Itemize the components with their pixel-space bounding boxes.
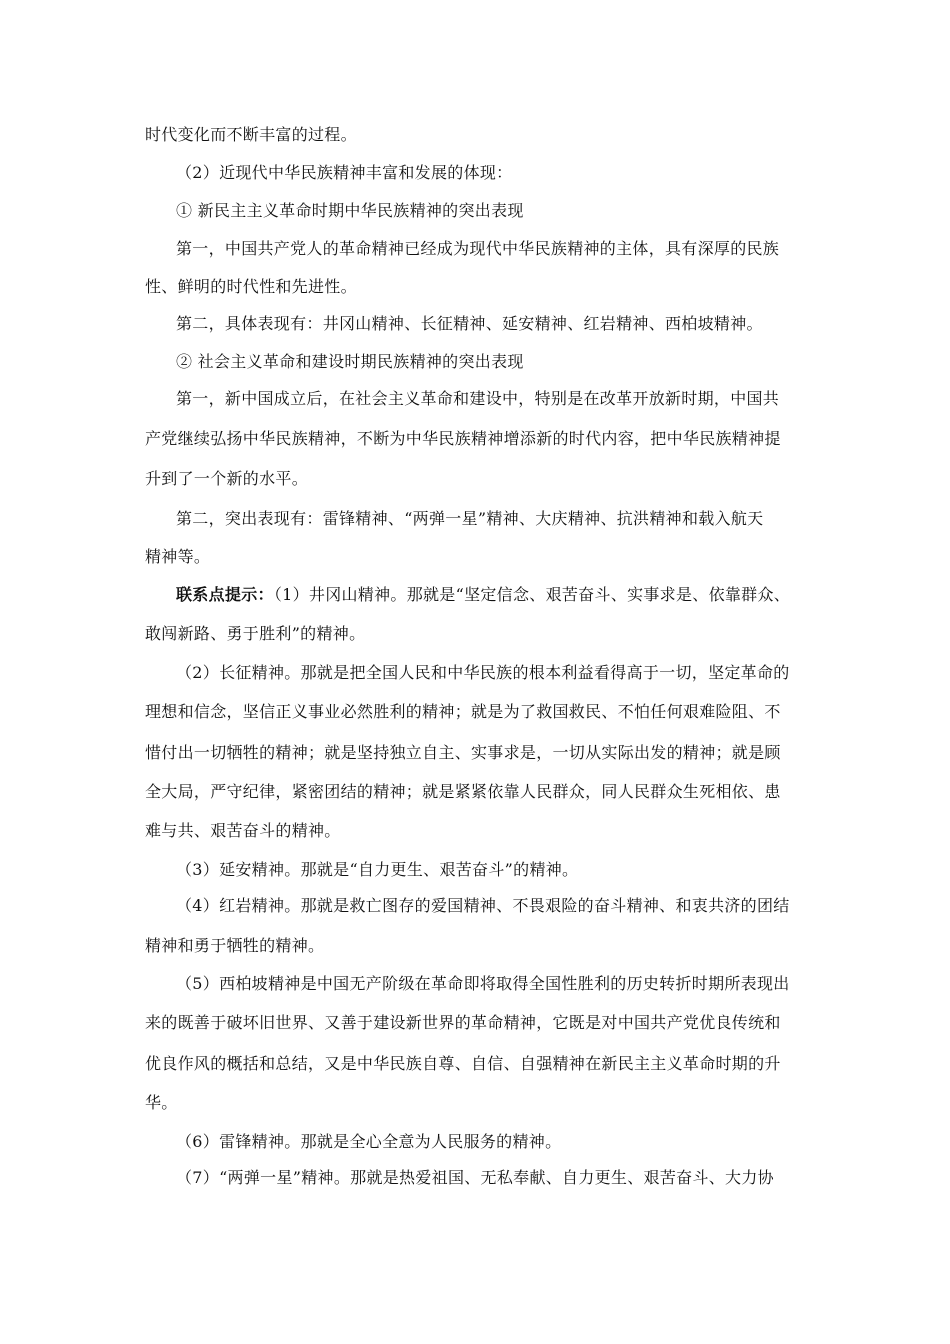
text-line: 精神和勇于牺牲的精神。: [145, 936, 325, 955]
text-line: （7）“两弹一星”精神。那就是热爱祖国、无私奉献、自力更生、艰苦奋斗、大力协: [176, 1168, 774, 1187]
text-line: 产党继续弘扬中华民族精神，不断为中华民族精神增添新的时代内容，把中华民族精神提: [145, 429, 781, 448]
text-line: 优良作风的概括和总结，又是中华民族自尊、自信、自强精神在新民主主义革命时期的升: [145, 1054, 781, 1073]
text-line: 难与共、艰苦奋斗的精神。: [145, 821, 341, 840]
text-line: （2）近现代中华民族精神丰富和发展的体现：: [176, 163, 513, 182]
text-line: [176, 583, 790, 607]
text-line: 华。: [145, 1093, 178, 1112]
text-line: 升到了一个新的水平。: [145, 469, 309, 488]
text-line: 理想和信念，坚信正义事业必然胜利的精神；就是为了救国救民、不怕任何艰难险阻、不: [145, 702, 781, 721]
text-line: 敢闯新路、勇于胜利”的精神。: [145, 624, 366, 643]
text-line: 性、鲜明的时代性和先进性。: [145, 277, 357, 296]
text-line: 精神等。: [145, 547, 211, 566]
text-line: （3）延安精神。那就是“自力更生、艰苦奋斗”的精神。: [176, 860, 579, 879]
text-line: ① 新民主主义革命时期中华民族精神的突出表现: [176, 201, 524, 220]
text-line: （4）红岩精神。那就是救亡图存的爱国精神、不畏艰险的奋斗精神、和衷共济的团结: [176, 896, 790, 915]
text-span: （1）井冈山精神。那就是“坚定信念、艰苦奋斗、实事求是、依靠群众、: [273, 585, 791, 604]
text-line: 第二，具体表现有：井冈山精神、长征精神、延安精神、红岩精神、西柏坡精神。: [176, 314, 763, 333]
text-line: 来的既善于破坏旧世界、又善于建设新世界的革命精神，它既是对中国共产党优良传统和: [145, 1013, 781, 1032]
text-line: 第一，中国共产党人的革命精神已经成为现代中华民族精神的主体，具有深厚的民族: [176, 239, 780, 258]
text-line: 惜付出一切牺牲的精神；就是坚持独立自主、实事求是，一切从实际出发的精神；就是顾: [145, 743, 781, 762]
text-line: 时代变化而不断丰富的过程。: [145, 125, 357, 144]
text-line: （6）雷锋精神。那就是全心全意为人民服务的精神。: [176, 1132, 562, 1151]
text-line: （2）长征精神。那就是把全国人民和中华民族的根本利益看得高于一切，坚定革命的: [176, 663, 790, 682]
lianxi-label: 联系点提示：: [176, 585, 274, 604]
text-line: 第二，突出表现有：雷锋精神、“两弹一星”精神、大庆精神、抗洪精神和载入航天: [176, 509, 764, 528]
text-line: ② 社会主义革命和建设时期民族精神的突出表现: [176, 352, 524, 371]
text-line: （5）西柏坡精神是中国无产阶级在革命即将取得全国性胜利的历史转折时期所表现出: [176, 974, 790, 993]
text-line: 第一，新中国成立后，在社会主义革命和建设中，特别是在改革开放新时期，中国共: [176, 389, 780, 408]
text-line: 全大局，严守纪律，紧密团结的精神；就是紧紧依靠人民群众，同人民群众生死相依、患: [145, 782, 781, 801]
